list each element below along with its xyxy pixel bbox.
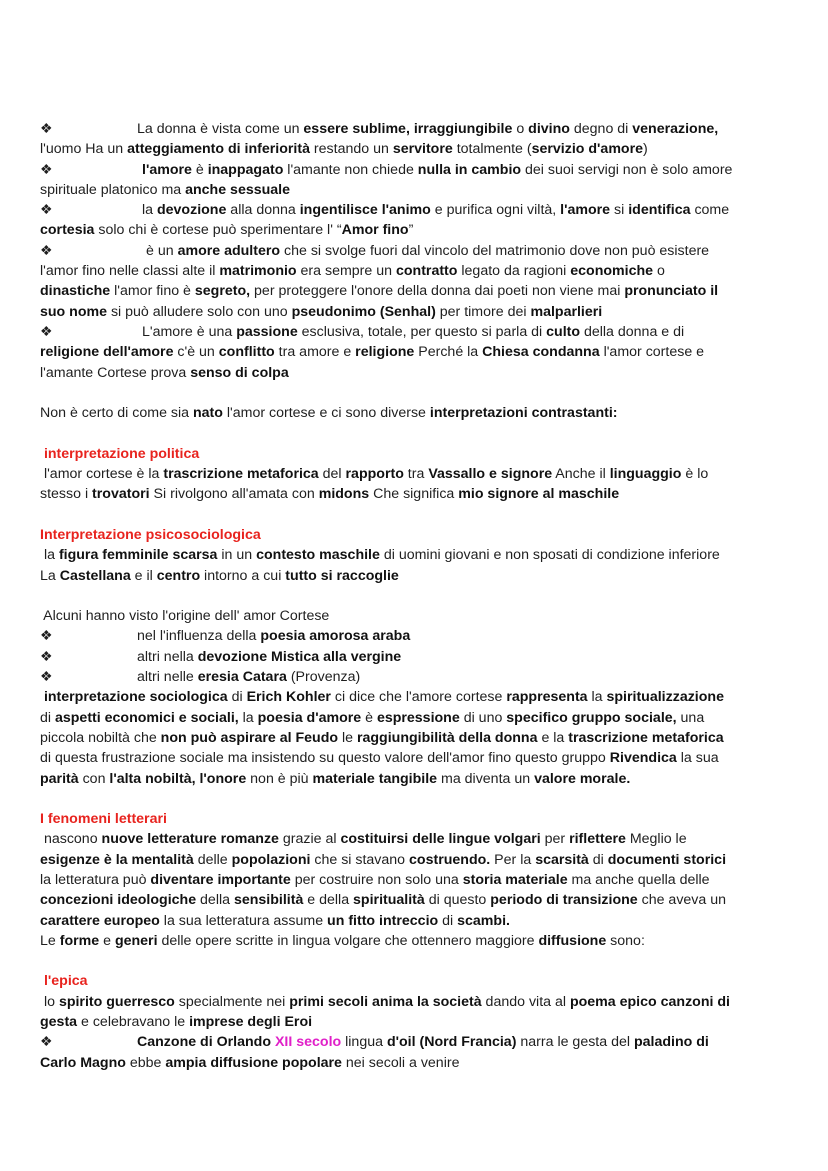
paragraph-line: dinastiche l'amor fino è segreto, per proteggere l'onore della donna dai poeti non viene mai pronunciato il: [40, 283, 719, 300]
section-heading-epica: l'epica: [40, 973, 88, 990]
paragraph-line: piccola nobiltà che non può aspirare al Feudo le raggiungibilità della donna e la trascrizione metaforica: [40, 729, 724, 746]
list-item: ❖ nel l'influenza della poesia amorosa araba: [40, 626, 792, 646]
paragraph-line: religione dell'amore c'è un conflitto tra amore e religione Perché la Chiesa condanna l'amor cortese e: [40, 344, 705, 361]
document-page: [40, 119, 792, 1073]
diamond-bullet-icon: ❖: [40, 242, 53, 259]
section-heading-politica: interpretazione politica: [40, 445, 200, 462]
paragraph-line: ❖ è un amore adultero che si svolge fuori dal vincolo del matrimonio dove non può esistere: [40, 241, 792, 261]
paragraph-line: Carlo Magno ebbe ampia diffusione popolare nei secoli a venire: [40, 1054, 460, 1071]
diamond-bullet-icon: ❖: [40, 648, 53, 665]
paragraph-line: la letteratura può diventare importante per costruire non solo una storia materiale ma anche quella delle: [40, 871, 710, 888]
section-heading-psicosociologica: Interpretazione psicosociologica: [40, 526, 261, 543]
paragraph-line: l'amor cortese è la trascrizione metaforica del rapporto tra Vassallo e signore Anche il linguaggio è lo: [40, 466, 709, 483]
diamond-bullet-icon: ❖: [40, 1034, 53, 1051]
paragraph-line: l'uomo Ha un atteggiamento di inferiorità restando un servitore totalmente (servizio d'amore): [40, 141, 648, 158]
section-heading-fenomeni: I fenomeni letterari: [40, 811, 167, 828]
paragraph-line: l'amante Cortese prova senso di colpa: [40, 364, 289, 381]
diamond-bullet-icon: ❖: [40, 628, 53, 645]
paragraph-line: parità con l'alta nobiltà, l'onore non è più materiale tangibile ma diventa un valore morale.: [40, 770, 631, 787]
paragraph-line: la figura femminile scarsa in un contesto maschile di uomini giovani e non sposati di condizione inferiore: [40, 547, 720, 564]
diamond-bullet-icon: ❖: [40, 161, 53, 178]
paragraph-line: spirituale platonico ma anche sessuale: [40, 181, 291, 198]
paragraph-line: ❖ l'amore è inappagato l'amante non chiede nulla in cambio dei suoi servigi non è solo amore: [40, 160, 792, 180]
paragraph-line: nascono nuove letterature romanze grazie al costituirsi delle lingue volgari per riflettere Meglio le: [40, 831, 687, 848]
paragraph-line: ❖ la devozione alla donna ingentilisce l'animo e purifica ogni viltà, l'amore si identifica come: [40, 200, 792, 220]
list-item: ❖ Canzone di Orlando XII secolo lingua d'oil (Nord Francia) narra le gesta del paladino di: [40, 1032, 792, 1052]
diamond-bullet-icon: ❖: [40, 323, 53, 340]
paragraph-line: ❖ La donna è vista come un essere sublime, irraggiungibile o divino degno di venerazione,: [40, 119, 792, 139]
list-item: ❖ altri nelle eresia Catara (Provenza): [40, 667, 792, 687]
paragraph-line: Alcuni hanno visto l'origine dell' amor Cortese: [40, 608, 330, 625]
paragraph-line: concezioni ideologiche della sensibilità e della spiritualità di questo periodo di transizione che aveva un: [40, 892, 727, 909]
paragraph-line: l'amor fino nelle classi alte il matrimonio era sempre un contratto legato da ragioni economiche o: [40, 263, 665, 280]
paragraph-line: lo spirito guerresco specialmente nei primi secoli anima la società dando vita al poema epico canzoni di: [40, 993, 730, 1010]
paragraph-line: suo nome si può alludere solo con uno pseudonimo (Senhal) per timore dei malparlieri: [40, 303, 603, 320]
paragraph-line: Non è certo di come sia nato l'amor cortese e ci sono diverse interpretazioni contrastanti:: [40, 405, 618, 422]
paragraph-line: carattere europeo la sua letteratura assume un fitto intreccio di scambi.: [40, 912, 510, 929]
paragraph-line: gesta e celebravano le imprese degli Eroi: [40, 1014, 313, 1031]
diamond-bullet-icon: ❖: [40, 669, 53, 686]
paragraph-line: di questa frustrazione sociale ma insistendo su questo valore dell'amor fino questo gruppo Rivendica la sua: [40, 750, 719, 767]
paragraph-line: stesso i trovatori Si rivolgono all'amata con midons Che significa mio signore al maschile: [40, 486, 620, 503]
paragraph-line: interpretazione sociologica di Erich Kohler ci dice che l'amore cortese rappresenta la spiritualizzazione: [40, 689, 724, 706]
diamond-bullet-icon: ❖: [40, 202, 53, 219]
paragraph-line: Le forme e generi delle opere scritte in lingua volgare che ottennero maggiore diffusione sono:: [40, 932, 645, 949]
paragraph-line: ❖ L'amore è una passione esclusiva, totale, per questo si parla di culto della donna e di: [40, 322, 792, 342]
diamond-bullet-icon: ❖: [40, 121, 53, 137]
list-item: ❖ altri nella devozione Mistica alla vergine: [40, 647, 792, 667]
paragraph-line: di aspetti economici e sociali, la poesia d'amore è espressione di uno specifico gruppo sociale, una: [40, 709, 705, 726]
paragraph-line: La Castellana e il centro intorno a cui tutto si raccoglie: [40, 567, 399, 584]
paragraph-line: cortesia solo chi è cortese può sperimentare l' “Amor fino”: [40, 222, 414, 239]
paragraph-line: esigenze è la mentalità delle popolazioni che si stavano costruendo. Per la scarsità di documenti storici: [40, 851, 727, 868]
